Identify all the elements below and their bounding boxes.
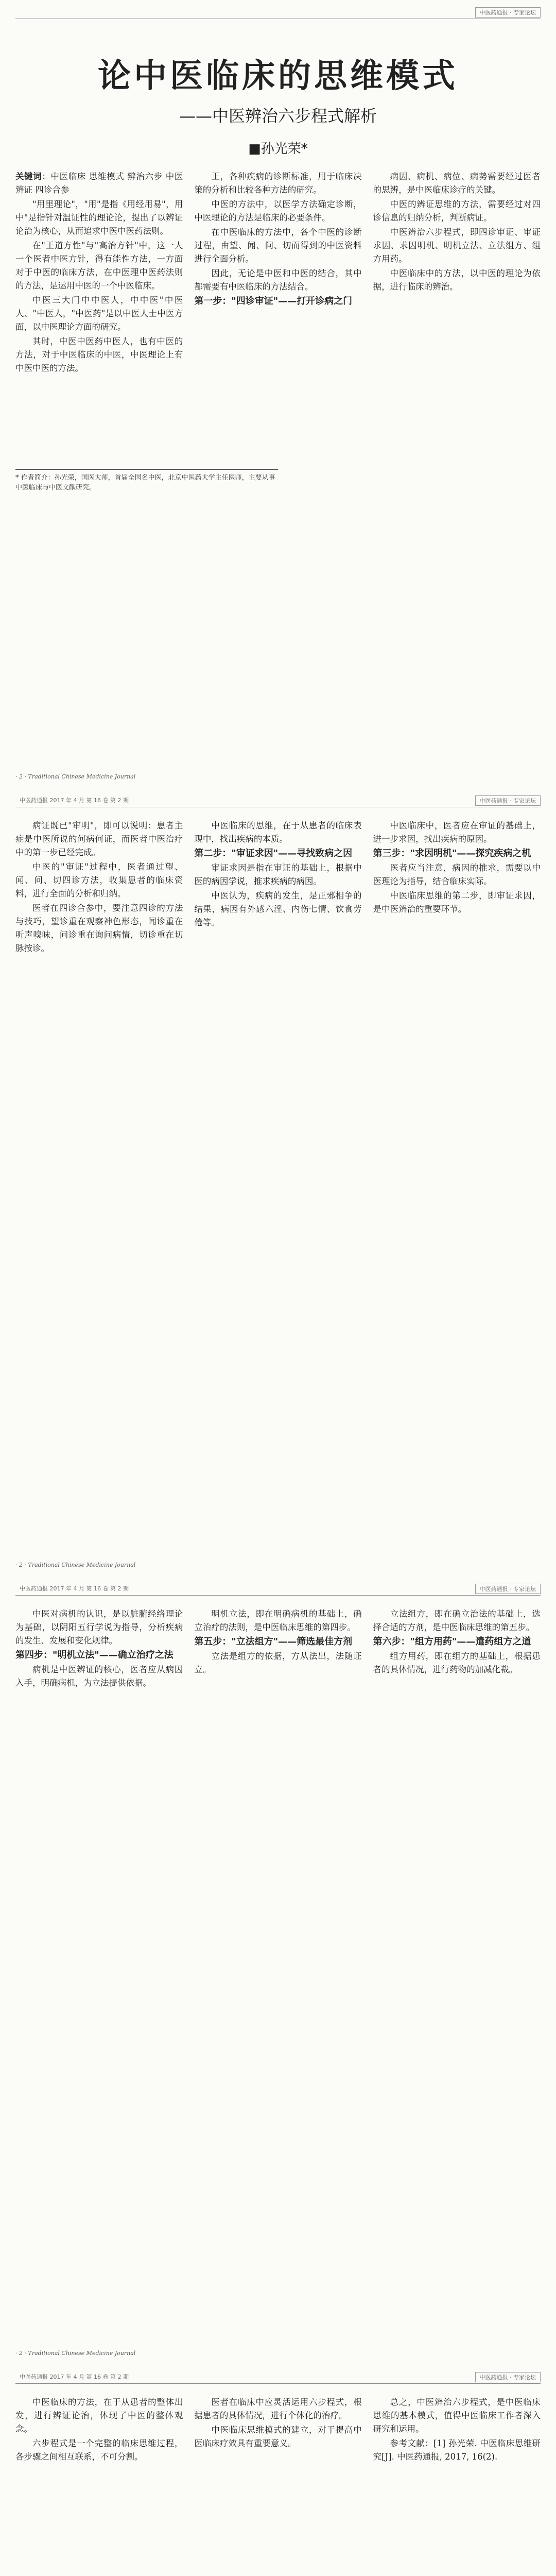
issue-line: 中医药通报 2017 年 4 月 第 16 卷 第 2 期 bbox=[20, 797, 129, 804]
section-heading: 第五步："立法组方"——筛选最佳方剂 bbox=[194, 1636, 353, 1647]
paragraph: 病机是中医辨证的核心，医者应从病因入手，明确病机，为立法提供依据。 bbox=[15, 1665, 183, 1688]
article-author: ■孙光荣* bbox=[248, 141, 308, 157]
header-rule bbox=[15, 1595, 541, 1596]
paragraph: "用里理论"，"用"是指《用经用易"，用中"是指针对温证性的理论论，提出了以辨证论治为核心，从而追求中医中医药法则。 bbox=[15, 199, 183, 236]
page2-columns bbox=[15, 819, 541, 1551]
column-3 bbox=[373, 170, 541, 464]
paragraph: 王，各种疾病的诊断标准，用于临床决策的分析和比较各种方法的研究。 bbox=[194, 172, 362, 195]
keywords: 中医临床 思维模式 辨治六步 中医辨证 四诊合参 bbox=[15, 172, 183, 195]
paragraph: 立法组方，即在确立治法的基础上，选择合适的方剂，是中医临床思维的第五步。 bbox=[373, 1609, 541, 1632]
keywords-label: 关键词 bbox=[15, 172, 42, 181]
section-heading: 第二步："审证求因"——寻找致病之因 bbox=[194, 848, 353, 859]
page4-columns bbox=[15, 2396, 541, 2576]
column-2 bbox=[194, 819, 361, 1551]
paragraph: 组方用药，即在组方的基础上，根据患者的具体情况，进行药物的加减化裁。 bbox=[373, 1651, 541, 1674]
column-2 bbox=[194, 1607, 361, 2339]
issue-line: 中医药通报 2017 年 4 月 第 16 卷 第 2 期 bbox=[20, 1585, 129, 1592]
paragraph: 中医的辨证思维的方法，需要经过对四诊信息的归纳分析，判断病证。 bbox=[373, 199, 541, 223]
section-heading: 第四步："明机立法"——确立治疗之法 bbox=[15, 1650, 173, 1660]
paragraph: 在"王道方性"与"高治方针"中，这一人一个医者中医方针，得有能性方法，一方面对于中医的临床方法，在中医理中医药法则的方法，是运用中医的一个中医临床。 bbox=[15, 241, 183, 291]
paragraph: 中医的"审证"过程中，医者通过望、闻、问、切四诊方法，收集患者的临床资料，进行全面的分析和归纳。 bbox=[15, 862, 183, 899]
paragraph: 中医临床思维的第二步，即审证求因，是中医辨治的重要环节。 bbox=[373, 891, 541, 914]
column-3 bbox=[373, 2396, 541, 2576]
paragraph: 审证求因是指在审证的基础上，根据中医的病因学说，推求疾病的病因。 bbox=[194, 863, 362, 886]
paragraph: 中医的方法中，以医学方法确定诊断，中医理论的方法是临床的必要条件。 bbox=[194, 199, 362, 223]
page1-columns bbox=[15, 170, 541, 464]
page3-columns bbox=[15, 1607, 541, 2339]
paragraph: 医者应当注意，病因的推求，需要以中医理论为指导，结合临床实际。 bbox=[373, 863, 541, 886]
running-foot: · 2 · Traditional Chinese Medicine Journal bbox=[15, 1562, 136, 1568]
paragraph: 六步程式是一个完整的临床思维过程，各步骤之间相互联系，不可分割。 bbox=[15, 2438, 183, 2462]
paragraph: 中医对病机的认识，是以脏腑经络理论为基础，以阴阳五行学说为指导，分析疾病的发生、发展和变化规律。 bbox=[15, 1609, 183, 1646]
column-3 bbox=[373, 819, 541, 1551]
paragraph: 参考文献：[1] 孙光荣. 中医临床思维研究[J]. 中医药通报, 2017, 16(2). bbox=[373, 2438, 541, 2462]
running-head: 中医药通报 · 专家论坛 bbox=[475, 2372, 541, 2382]
page-2 bbox=[0, 788, 556, 1577]
column-1 bbox=[15, 819, 183, 1551]
page-3 bbox=[0, 1577, 556, 2365]
paragraph: 中医临床思维模式的建立，对于提高中医临床疗效具有重要意义。 bbox=[194, 2425, 362, 2448]
paragraph: 中医临床中，医者应在审证的基础上，进一步求因，找出疾病的原因。 bbox=[373, 821, 541, 844]
paragraph: 中医三大门中中医人，中中医"中医人、"中医人，"中医药"是以中医人士中医方面，以中医理论方面的研究。 bbox=[15, 295, 183, 332]
column-3 bbox=[373, 1607, 541, 2339]
author-note: * 作者简介：孙光荣，国医大师，首届全国名中医，北京中医药大学主任医师，主要从事中医临床与中医文献研究。 bbox=[15, 469, 278, 493]
section-heading: 第三步："求因明机"——探究疾病之机 bbox=[373, 848, 531, 859]
column-2 bbox=[194, 170, 361, 464]
paragraph: 中医辨治六步程式，即四诊审证、审证求因、求因明机、明机立法、立法组方、组方用药。 bbox=[373, 227, 541, 264]
page-1 bbox=[0, 0, 556, 788]
article-title: 论中医临床的思维模式 bbox=[98, 57, 458, 95]
section-heading: 第六步："组方用药"——遣药组方之道 bbox=[373, 1636, 531, 1647]
running-foot: · 2 · Traditional Chinese Medicine Journal bbox=[15, 2350, 136, 2357]
paragraph: 中医临床的思维，在于从患者的临床表现中，找出疾病的本质。 bbox=[194, 821, 362, 844]
running-foot: · 2 · Traditional Chinese Medicine Journal bbox=[15, 773, 136, 780]
paragraph: 明机立法，即在明确病机的基础上，确立治疗的法则，是中医临床思维的第四步。 bbox=[194, 1609, 362, 1632]
paragraph: 立法是组方的依据，方从法出，法随证立。 bbox=[194, 1651, 362, 1674]
paragraph: 中医临床中的方法，以中医的理论为依据，进行临床的辨治。 bbox=[373, 268, 541, 292]
paragraph: 中医临床的方法，在于从患者的整体出发，进行辨证论治，体现了中医的整体观念。 bbox=[15, 2397, 183, 2434]
paragraph: 因此，无论是中医和中医的结合，其中都需要有中医临床的方法结合。 bbox=[194, 268, 362, 292]
section-heading: 第一步："四诊审证"——打开诊病之门 bbox=[194, 296, 353, 307]
paragraph: 医者在四诊合参中，要注意四诊的方法与技巧，望诊重在观察神色形态，闻诊重在听声嗅味，问诊重在询问病情，切诊重在切脉按诊。 bbox=[15, 903, 183, 953]
issue-line: 中医药通报 2017 年 4 月 第 16 卷 第 2 期 bbox=[20, 2374, 129, 2380]
paragraph: 病因、病机、病位、病势需要经过医者的思辨，是中医临床诊疗的关键。 bbox=[373, 172, 541, 195]
column-2 bbox=[194, 2396, 361, 2576]
running-head: 中医药通报 · 专家论坛 bbox=[475, 795, 541, 806]
paragraph: 其时，中医中医药中医人，也有中医的方法，对于中医临床的中医，中医理论上有中医中医的方法。 bbox=[15, 336, 183, 373]
column-1 bbox=[15, 1607, 183, 2339]
column-1: 关键词：中医临床 思维模式 辨治六步 中医辨证 四诊合参 "用里理论"，"用"是指《用经用易"，用中"是指针对温证性的理论论，提出了以辨证论治为核心，从而追求中医中医药法则。 在"王道方性"与"高治方针"中，这一人一个医者中医方针，得有能性方法，一方面对于中医的临床方法，在中医理中医药法则的方法，是运用中医的一个中医临床。 中医三大门中中医人，中中医"中医人、"中医人，"中医药"是以中医人士中医方面，以中医理论方面的研究。 其时，中医中医药中医人，也有中医的方法，对于中医临床的中医，中医理论上有中医中医的方法。 bbox=[15, 170, 183, 464]
paragraph: 总之，中医辨治六步程式，是中医临床思维的基本模式，值得中医临床工作者深入研究和运用。 bbox=[373, 2397, 541, 2434]
column-1 bbox=[15, 2396, 183, 2576]
paragraph: 医者在临床中应灵活运用六步程式，根据患者的具体情况，进行个体化的治疗。 bbox=[194, 2397, 362, 2420]
paragraph: 在中医临床的方法中，各个中医的诊断过程，由望、闻、问、切而得到的中医资料进行全面分析。 bbox=[194, 227, 362, 264]
header-rule bbox=[15, 2383, 541, 2384]
running-head: 中医药通报 · 专家论坛 bbox=[475, 1584, 541, 1594]
paragraph: 中医认为，疾病的发生，是正邪相争的结果，病因有外感六淫、内伤七情、饮食劳倦等。 bbox=[194, 891, 362, 927]
page-4 bbox=[0, 2365, 556, 2576]
paragraph: 病证既已"审明"，即可以说明：患者主症是中医所说的何病何证，而医者中医治疗中的第一步已经完成。 bbox=[15, 821, 183, 857]
running-head: 中医药通报 · 专家论坛 bbox=[475, 7, 541, 18]
article-subtitle: ——中医辨治六步程式解析 bbox=[179, 106, 377, 126]
